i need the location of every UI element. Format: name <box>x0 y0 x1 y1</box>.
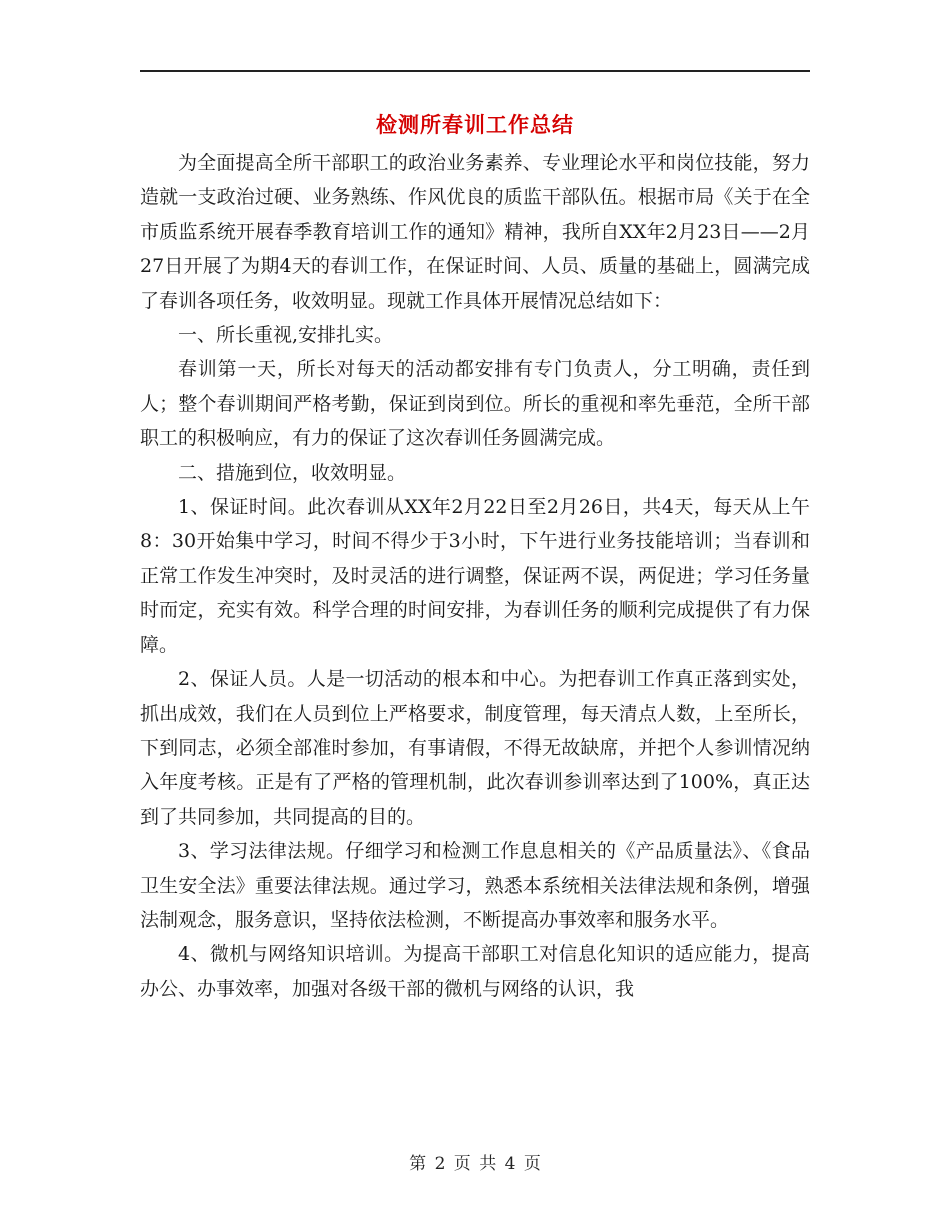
paragraph-item-1: 1、保证时间。此次春训从XX年2月22日至2月26日，共4天，每天从上午8：30开始集中学习，时间不得少于3小时，下午进行业务技能培训；当春训和正常工作发生冲突时，及时灵活的进行调整，保证两不误，两促进；学习任务量时而定，充实有效。科学合理的时间安排，为春训任务的顺利完成提供了有力保障。 <box>140 496 810 656</box>
paragraph-item-4: 4、微机与网络知识培训。为提高干部职工对信息化知识的适应能力，提高办公、办事效率，加强对各级干部的微机与网络的认识，我 <box>140 943 810 1000</box>
paragraph-item-3: 3、学习法律法规。仔细学习和检测工作息息相关的《产品质量法》、《食品卫生安全法》重要法律法规。通过学习，熟悉本系统相关法律法规和条例，增强法制观念，服务意识，坚持依法检测，不断提高办事效率和服务水平。 <box>140 840 810 931</box>
page-footer: 第 2 页 共 4 页 <box>409 1154 541 1174</box>
document-title: 检测所春训工作总结 <box>376 112 574 137</box>
section-heading-2: 二、措施到位，收效明显。 <box>178 461 407 484</box>
document-body <box>140 146 810 1006</box>
paragraph-section-1: 春训第一天，所长对每天的活动都安排有专门负责人，分工明确，责任到人；整个春训期间严格考勤，保证到岗到位。所长的重视和率先垂范，全所干部职工的积极响应，有力的保证了这次春训任务圆满完成。 <box>140 358 810 450</box>
section-heading-1: 一、所长重视,安排扎实。 <box>178 324 394 347</box>
header-rule <box>140 70 810 72</box>
paragraph-item-2: 2、保证人员。人是一切活动的根本和中心。为把春训工作真正落到实处，抓出成效，我们在人员到位上严格要求，制度管理，每天清点人数，上至所长，下到同志，必须全部准时参加，有事请假，不得无故缺席，并把个人参训情况纳入年度考核。正是有了严格的管理机制，此次春训参训率达到了100%，真正达到了共同参加，共同提高的目的。 <box>140 668 810 828</box>
paragraph-intro: 为全面提高全所干部职工的政治业务素养、专业理论水平和岗位技能，努力造就一支政治过硬、业务熟练、作风优良的质监干部队伍。根据市局《关于在全市质监系统开展春季教育培训工作的通知》精神，我所自XX年2月23日——2月27日开展了为期4天的春训工作，在保证时间、人员、质量的基础上，圆满完成了春训各项任务，收效明显。现就工作具体开展情况总结如下： <box>140 152 810 312</box>
